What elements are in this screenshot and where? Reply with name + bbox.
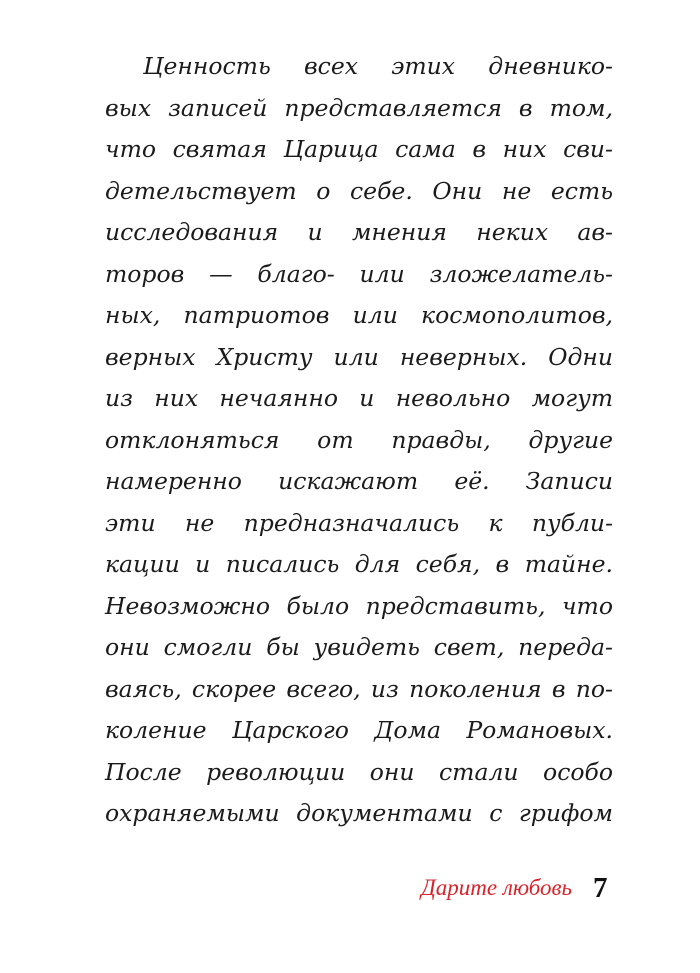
text-line-6: торов — благо- или зложелатель-	[105, 259, 613, 288]
text-line-12: эти не предназначались к публи-	[105, 508, 613, 537]
text-line-10: отклоняться от правды, другие	[105, 425, 613, 454]
page-number: 7	[593, 872, 608, 904]
text-line-13: кации и писались для себя, в тайне.	[105, 550, 613, 578]
text-line-15: они смогли бы увидеть свет, переда-	[105, 633, 613, 661]
running-title: Дарите любовь	[421, 875, 572, 900]
text-line-19: охраняемыми документами с грифом	[105, 799, 613, 827]
text-line-17: коление Царского Дома Романовых.	[105, 716, 613, 744]
text-line-1: Ценность всех этих дневнико-	[143, 52, 613, 80]
text-line-9: из них нечаянно и невольно могут	[105, 384, 613, 412]
text-line-18: После революции они стали особо	[105, 757, 613, 786]
text-line-2: вых записей представляется в том,	[105, 93, 613, 122]
text-line-5: исследования и мнения неких ав-	[105, 218, 613, 246]
page-footer	[0, 868, 700, 908]
text-line-4: детельствует о себе. Они не есть	[105, 176, 613, 205]
text-line-8: верных Христу или неверных. Одни	[105, 342, 613, 371]
text-line-14: Невозможно было представить, что	[105, 591, 613, 620]
text-line-11: намеренно искажают её. Записи	[105, 467, 613, 495]
text-line-7: ных, патриотов или космополитов,	[105, 301, 613, 329]
text-line-3: что святая Царица сама в них сви-	[105, 135, 613, 163]
body-paragraph	[105, 46, 613, 835]
text-line-16: ваясь, скорее всего, из поколения в по-	[105, 674, 613, 703]
